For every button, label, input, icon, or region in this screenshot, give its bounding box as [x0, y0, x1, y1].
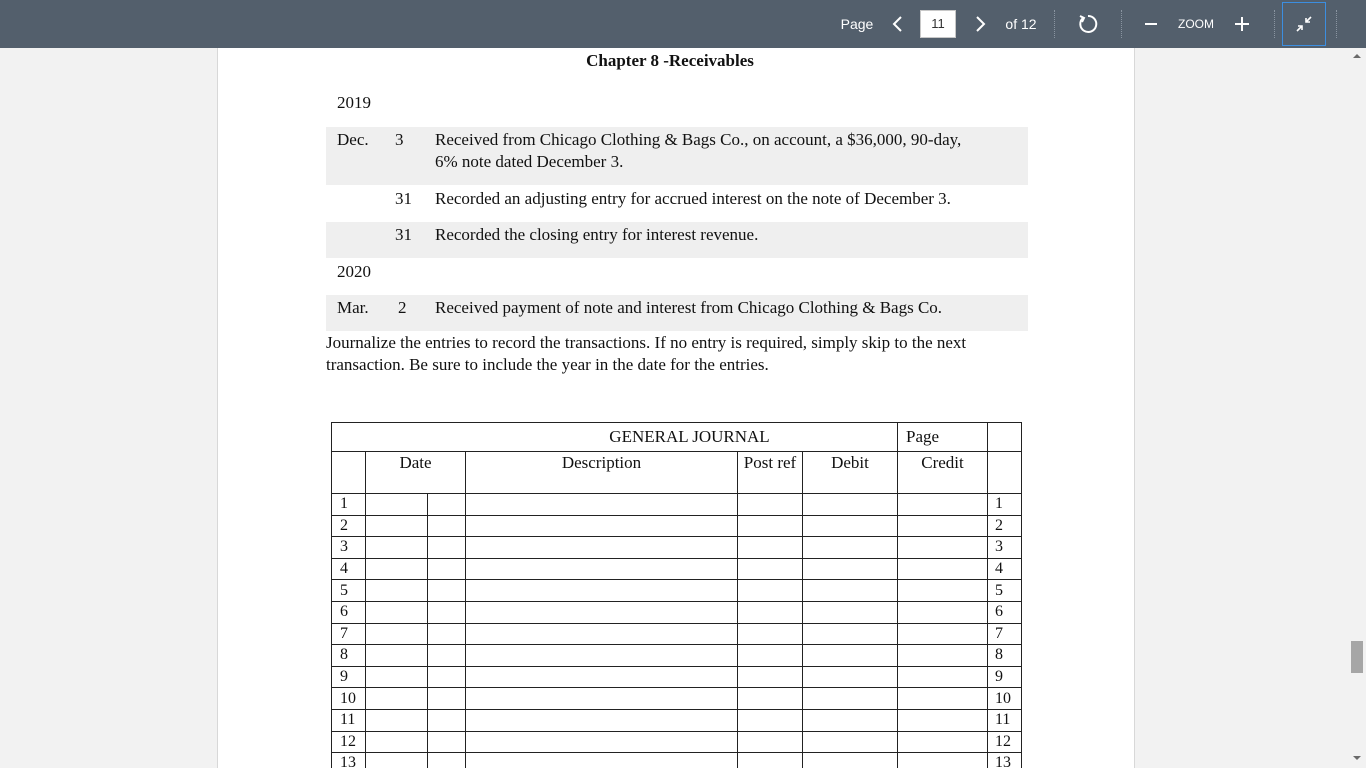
- date-month-cell[interactable]: [366, 558, 428, 580]
- instructions-text: Journalize the entries to record the transactions. If no entry is required, simply skip to the next transaction. Be sure to include the year in the date for the entries.: [326, 333, 967, 374]
- date-day-cell[interactable]: [428, 623, 466, 645]
- zoom-out-button[interactable]: [1138, 0, 1164, 48]
- row-number-left: 13: [332, 753, 366, 768]
- row-number-left: 4: [332, 558, 366, 580]
- zoom-in-button[interactable]: [1229, 0, 1255, 48]
- zoom-label: ZOOM: [1178, 17, 1214, 31]
- journal-row: [332, 558, 1022, 580]
- debit-cell[interactable]: [803, 623, 898, 645]
- credit-cell[interactable]: [898, 709, 988, 731]
- post-ref-cell[interactable]: [738, 558, 803, 580]
- transaction-day: 3: [395, 130, 404, 149]
- debit-cell[interactable]: [803, 494, 898, 516]
- date-day-cell[interactable]: [428, 688, 466, 710]
- toolbar-divider: [1336, 10, 1337, 38]
- journal-row: [332, 601, 1022, 623]
- date-day-cell[interactable]: [428, 709, 466, 731]
- description-cell[interactable]: [466, 731, 738, 753]
- row-number-right: 13: [988, 753, 1022, 768]
- date-day-cell[interactable]: [428, 645, 466, 667]
- credit-cell[interactable]: [898, 645, 988, 667]
- credit-cell[interactable]: [898, 601, 988, 623]
- year-2019: 2019: [337, 93, 371, 112]
- debit-cell[interactable]: [803, 537, 898, 559]
- post-ref-cell[interactable]: [738, 688, 803, 710]
- debit-cell[interactable]: [803, 709, 898, 731]
- description-cell[interactable]: [466, 709, 738, 731]
- description-cell[interactable]: [466, 515, 738, 537]
- row-number-right: 5: [988, 580, 1022, 602]
- credit-cell[interactable]: [898, 623, 988, 645]
- vertical-scrollbar[interactable]: [1349, 48, 1366, 768]
- transaction-text: Recorded an adjusting entry for accrued interest on the note of December 3.: [435, 189, 951, 208]
- date-day-cell[interactable]: [428, 753, 466, 768]
- journal-row: [332, 645, 1022, 667]
- row-number-right: 3: [988, 537, 1022, 559]
- general-journal-table: [331, 422, 1022, 768]
- journal-row: [332, 494, 1022, 516]
- header-debit: Debit: [803, 452, 898, 494]
- post-ref-cell[interactable]: [738, 753, 803, 768]
- collapse-arrows-icon: [1295, 15, 1313, 33]
- date-month-cell[interactable]: [366, 623, 428, 645]
- header-blank: [988, 452, 1022, 494]
- description-cell[interactable]: [466, 580, 738, 602]
- row-number-left: 5: [332, 580, 366, 602]
- transaction-text: Received payment of note and interest from Chicago Clothing & Bags Co.: [435, 298, 943, 317]
- row-number-right: 2: [988, 515, 1022, 537]
- transaction-month: Dec.: [337, 130, 369, 149]
- row-number-left: 10: [332, 688, 366, 710]
- page-number-input[interactable]: 11: [920, 10, 956, 38]
- header-credit: Credit: [898, 452, 988, 494]
- total-pages-label: of 12: [1005, 16, 1037, 32]
- credit-cell[interactable]: [898, 558, 988, 580]
- post-ref-cell[interactable]: [738, 515, 803, 537]
- description-cell[interactable]: [466, 558, 738, 580]
- debit-cell[interactable]: [803, 580, 898, 602]
- post-ref-cell[interactable]: [738, 731, 803, 753]
- exit-fullscreen-button[interactable]: [1282, 2, 1326, 46]
- date-month-cell[interactable]: [366, 666, 428, 688]
- row-number-left: 8: [332, 645, 366, 667]
- chapter-title: [218, 51, 1135, 71]
- toolbar-divider: [1054, 10, 1055, 38]
- date-month-cell[interactable]: [366, 688, 428, 710]
- date-day-cell[interactable]: [428, 731, 466, 753]
- journal-row: [332, 709, 1022, 731]
- transaction-day: 31: [395, 189, 412, 208]
- post-ref-cell[interactable]: [738, 645, 803, 667]
- header-blank: [332, 452, 366, 494]
- header-post-ref: Post ref: [738, 452, 803, 494]
- journal-row: [332, 623, 1022, 645]
- transaction-day: 31: [395, 225, 412, 244]
- plus-icon: [1234, 16, 1250, 32]
- journal-page-number-cell[interactable]: [988, 423, 1022, 452]
- next-page-button[interactable]: [966, 0, 994, 48]
- journal-title: GENERAL JOURNAL: [332, 423, 898, 452]
- pdf-toolbar: [0, 0, 1366, 48]
- transaction-day: 2: [398, 298, 407, 317]
- date-day-cell[interactable]: [428, 580, 466, 602]
- chevron-left-icon: [892, 16, 904, 32]
- date-day-cell[interactable]: [428, 666, 466, 688]
- journal-row: [332, 666, 1022, 688]
- date-month-cell[interactable]: [366, 494, 428, 516]
- page-label: Page: [840, 16, 874, 32]
- date-day-cell[interactable]: [428, 494, 466, 516]
- row-number-right: 11: [988, 709, 1022, 731]
- row-number-left: 12: [332, 731, 366, 753]
- scrollbar-thumb[interactable]: [1351, 641, 1363, 673]
- post-ref-cell[interactable]: [738, 601, 803, 623]
- previous-page-button[interactable]: [884, 0, 912, 48]
- rotate-button[interactable]: [1070, 0, 1106, 48]
- credit-cell[interactable]: [898, 731, 988, 753]
- credit-cell[interactable]: [898, 494, 988, 516]
- date-month-cell[interactable]: [366, 601, 428, 623]
- description-cell[interactable]: [466, 537, 738, 559]
- debit-cell[interactable]: [803, 645, 898, 667]
- description-cell[interactable]: [466, 666, 738, 688]
- post-ref-cell[interactable]: [738, 537, 803, 559]
- description-cell[interactable]: [466, 601, 738, 623]
- transaction-text: 6% note dated December 3.: [435, 152, 624, 171]
- post-ref-cell[interactable]: [738, 623, 803, 645]
- debit-cell[interactable]: [803, 558, 898, 580]
- row-number-left: 9: [332, 666, 366, 688]
- rotate-icon: [1077, 13, 1099, 35]
- row-number-right: 9: [988, 666, 1022, 688]
- year-2020: 2020: [337, 262, 371, 281]
- debit-cell[interactable]: [803, 731, 898, 753]
- row-number-left: 3: [332, 537, 366, 559]
- credit-cell[interactable]: [898, 515, 988, 537]
- date-day-cell[interactable]: [428, 537, 466, 559]
- date-day-cell[interactable]: [428, 601, 466, 623]
- credit-cell[interactable]: [898, 753, 988, 768]
- journal-page-label: Page: [898, 423, 988, 452]
- post-ref-cell[interactable]: [738, 709, 803, 731]
- description-cell[interactable]: [466, 623, 738, 645]
- description-cell[interactable]: [466, 494, 738, 516]
- journal-row: [332, 753, 1022, 768]
- toolbar-divider: [1121, 10, 1122, 38]
- journal-row: [332, 515, 1022, 537]
- debit-cell[interactable]: [803, 601, 898, 623]
- debit-cell[interactable]: [803, 688, 898, 710]
- date-month-cell[interactable]: [366, 580, 428, 602]
- description-cell[interactable]: [466, 753, 738, 768]
- date-month-cell[interactable]: [366, 515, 428, 537]
- description-cell[interactable]: [466, 645, 738, 667]
- chevron-right-icon: [974, 16, 986, 32]
- debit-cell[interactable]: [803, 515, 898, 537]
- scroll-down-arrow-icon[interactable]: [1353, 756, 1361, 760]
- transaction-month: Mar.: [337, 298, 369, 317]
- row-number-left: 2: [332, 515, 366, 537]
- credit-cell[interactable]: [898, 666, 988, 688]
- post-ref-cell[interactable]: [738, 666, 803, 688]
- row-number-right: 6: [988, 601, 1022, 623]
- date-month-cell[interactable]: [366, 731, 428, 753]
- row-number-left: 6: [332, 601, 366, 623]
- journal-row: [332, 580, 1022, 602]
- date-month-cell[interactable]: [366, 709, 428, 731]
- chapter-title-text: Chapter 8 -Receivables: [586, 51, 754, 70]
- journal-row: [332, 731, 1022, 753]
- header-description: Description: [466, 452, 738, 494]
- pdf-page: [217, 48, 1135, 768]
- date-month-cell[interactable]: [366, 537, 428, 559]
- header-date: Date: [366, 452, 466, 494]
- row-number-left: 7: [332, 623, 366, 645]
- scroll-up-arrow-icon[interactable]: [1353, 54, 1361, 58]
- journal-row: [332, 688, 1022, 710]
- transaction-text: Recorded the closing entry for interest revenue.: [435, 225, 759, 244]
- credit-cell[interactable]: [898, 688, 988, 710]
- row-number-left: 1: [332, 494, 366, 516]
- date-month-cell[interactable]: [366, 645, 428, 667]
- debit-cell[interactable]: [803, 753, 898, 768]
- post-ref-cell[interactable]: [738, 494, 803, 516]
- row-number-right: 7: [988, 623, 1022, 645]
- credit-cell[interactable]: [898, 580, 988, 602]
- row-number-right: 8: [988, 645, 1022, 667]
- date-day-cell[interactable]: [428, 515, 466, 537]
- transaction-text: Received from Chicago Clothing & Bags Co., on account, a $36,000, 90-day,: [435, 130, 962, 149]
- row-number-right: 10: [988, 688, 1022, 710]
- row-number-left: 11: [332, 709, 366, 731]
- description-cell[interactable]: [466, 688, 738, 710]
- credit-cell[interactable]: [898, 537, 988, 559]
- toolbar-divider: [1274, 10, 1275, 38]
- row-number-right: 4: [988, 558, 1022, 580]
- date-month-cell[interactable]: [366, 753, 428, 768]
- row-number-right: 12: [988, 731, 1022, 753]
- debit-cell[interactable]: [803, 666, 898, 688]
- journal-row: [332, 537, 1022, 559]
- row-number-right: 1: [988, 494, 1022, 516]
- date-day-cell[interactable]: [428, 558, 466, 580]
- minus-icon: [1144, 17, 1158, 31]
- post-ref-cell[interactable]: [738, 580, 803, 602]
